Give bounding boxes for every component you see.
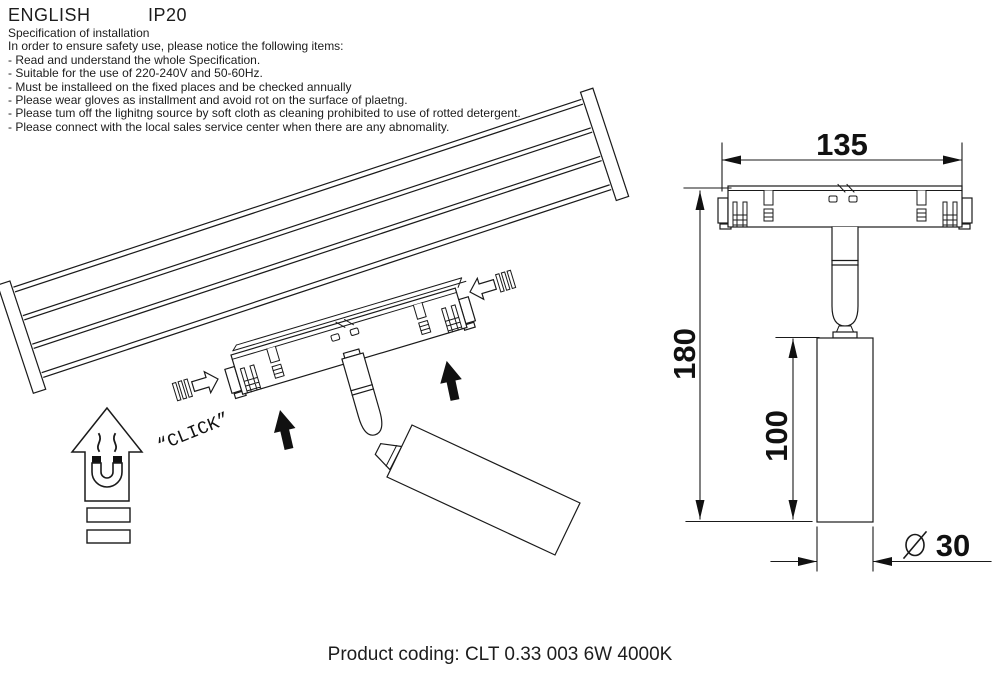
push-up-arrow-right-icon [436,359,466,403]
spec-text-block [8,27,521,134]
ip-rating: IP20 [148,5,188,25]
magnet-arrow-icon [72,408,142,543]
dim-diameter-label: 30 [935,528,971,563]
lamp-stem [341,348,386,438]
language-label: ENGLISH [8,5,91,25]
spec-intro: In order to ensure safety use, please notice the following items: [8,39,344,54]
dim-body-height [759,338,819,520]
track-end-cap-left [0,281,46,393]
slide-in-arrow-left-icon [172,368,221,402]
dim-view-body [817,338,873,522]
dim-width [722,127,962,191]
dim-view-adapter [718,185,972,230]
spec-title: Specification of installation [8,26,150,40]
spec-item: - Must be installeed on the fixed places and be checked annually [8,79,352,94]
dim-body-height-label: 100 [759,410,794,462]
push-up-arrow-left-icon [269,408,299,452]
dim-view-stem [832,227,858,338]
dim-overall-height-label: 180 [667,328,702,380]
spec-item: - Please tum off the lighitng source by soft cloth as cleaning prohibited to use of rotted detergent. [8,106,521,121]
spec-item: - Read and understand the whole Specification. [8,52,261,67]
diameter-symbol-icon [904,532,926,558]
lamp-body [387,425,580,555]
spec-item: - Please connect with the local sales service center when there are any abnomality. [8,119,450,134]
spec-item: - Suitable for the use of 220-240V and 50-60Hz. [8,66,263,81]
spec-item: - Please wear gloves as installment and avoid rot on the surface of plaetng. [8,93,408,108]
product-coding: Product coding: CLT 0.33 003 6W 4000K [327,644,673,665]
dim-width-label: 135 [816,127,868,162]
track-end-cap-right [581,88,629,200]
dim-diameter [771,527,991,571]
click-label: “CLICK” [154,409,233,457]
slide-in-arrow-right-icon [467,268,516,302]
